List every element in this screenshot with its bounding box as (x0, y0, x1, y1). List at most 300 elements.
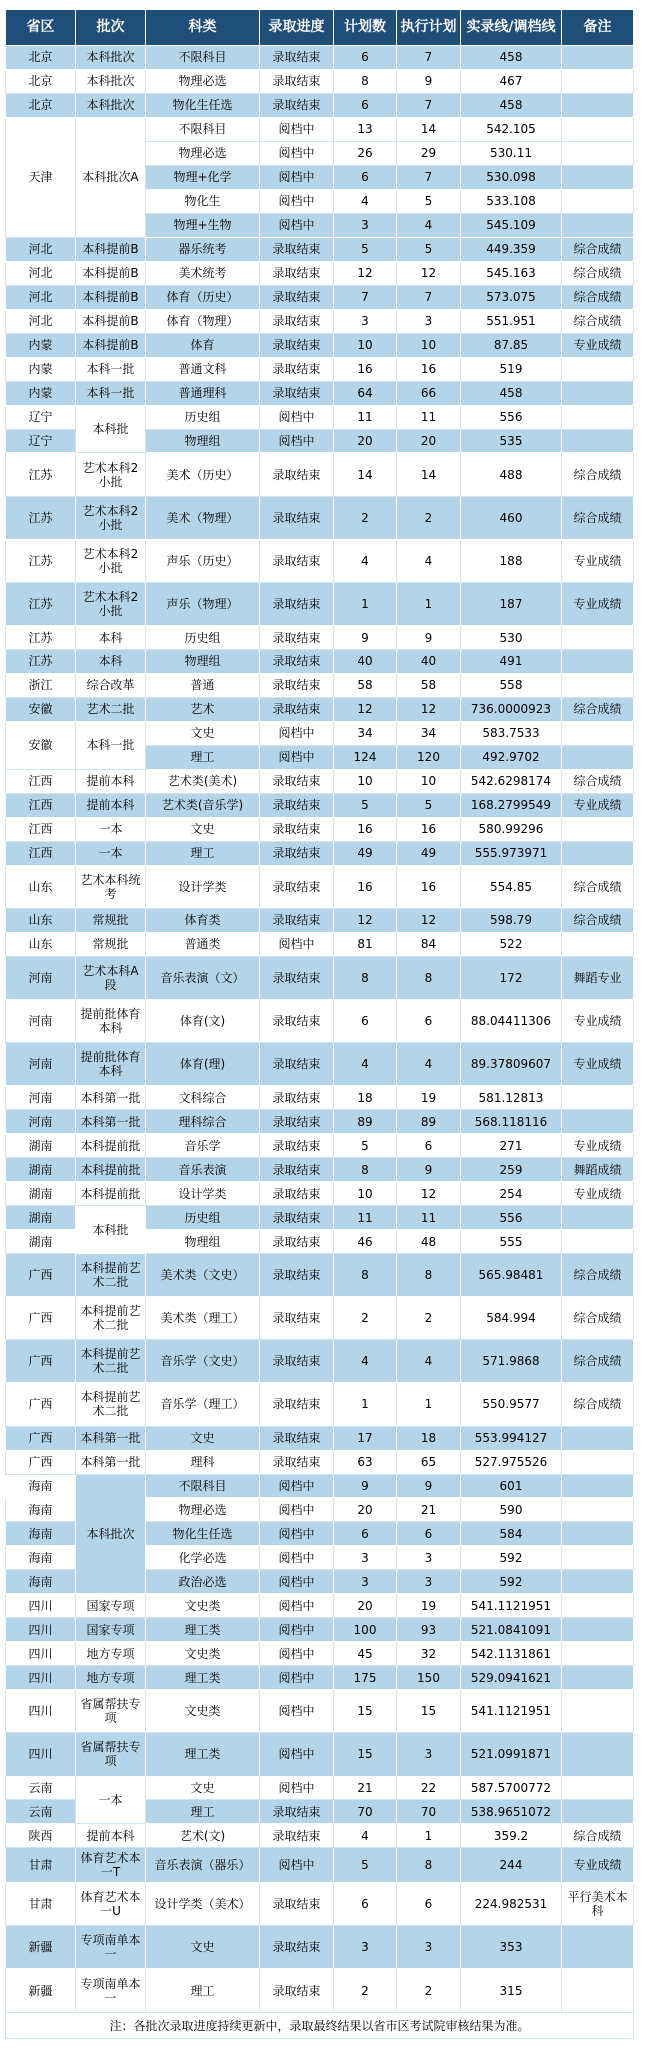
category-cell: 物化生 (146, 189, 260, 213)
plan-cell: 2 (334, 496, 397, 539)
category-cell: 美术类（文史） (146, 1254, 260, 1297)
progress-cell: 录取结束 (260, 261, 334, 285)
category-cell: 体育(理) (146, 1043, 260, 1086)
note-cell: 综合成绩 (562, 1254, 634, 1297)
batch-cell: 艺术本科2小批 (76, 582, 146, 625)
note-cell (562, 721, 634, 745)
table-row (6, 453, 634, 496)
batch-cell: 本科提前艺术二批 (76, 1340, 146, 1383)
progress-cell: 录取结束 (260, 626, 334, 650)
table-row (6, 496, 634, 539)
category-cell: 体育（历史） (146, 285, 260, 309)
progress-cell: 阅档中 (260, 1474, 334, 1498)
note-cell: 专业成绩 (562, 1182, 634, 1206)
score-line-cell: 521.0991871 (461, 1733, 562, 1776)
score-line-cell: 581.12813 (461, 1086, 562, 1110)
note-cell: 综合成绩 (562, 309, 634, 333)
category-cell: 体育 (146, 333, 260, 357)
batch-cell: 综合改革 (76, 673, 146, 697)
batch-cell: 本科一批 (76, 721, 146, 769)
category-cell: 普通理科 (146, 381, 260, 405)
plan-cell: 10 (334, 769, 397, 793)
progress-cell: 录取结束 (260, 453, 334, 496)
score-line-cell: 527.975526 (461, 1450, 562, 1474)
plan-cell: 70 (334, 1800, 397, 1824)
category-cell: 文史 (146, 1426, 260, 1450)
province-cell: 江西 (6, 793, 76, 817)
note-cell: 综合成绩 (562, 237, 634, 261)
table-row (6, 1110, 634, 1134)
progress-cell: 录取结束 (260, 817, 334, 841)
batch-cell: 专项南单本一 (76, 1926, 146, 1969)
batch-cell: 国家专项 (76, 1618, 146, 1642)
progress-cell: 阅档中 (260, 1546, 334, 1570)
score-line-cell: 587.5700772 (461, 1776, 562, 1800)
exec-plan-cell: 7 (397, 285, 461, 309)
table-row (6, 1043, 634, 1086)
table-row (6, 333, 634, 357)
progress-cell: 阅档中 (260, 1666, 334, 1690)
exec-plan-cell: 19 (397, 1086, 461, 1110)
note-cell: 综合成绩 (562, 1340, 634, 1383)
batch-cell: 本科一批 (76, 357, 146, 381)
batch-cell: 本科批 (76, 405, 146, 453)
note-cell (562, 1926, 634, 1969)
exec-plan-cell: 89 (397, 1110, 461, 1134)
category-cell: 艺术 (146, 697, 260, 721)
score-line-cell: 460 (461, 496, 562, 539)
note-cell: 综合成绩 (562, 769, 634, 793)
score-line-cell: 168.2799549 (461, 793, 562, 817)
batch-cell: 国家专项 (76, 1594, 146, 1618)
province-cell: 甘肃 (6, 1883, 76, 1926)
table-row (6, 1733, 634, 1776)
table-row (6, 1666, 634, 1690)
plan-cell: 16 (334, 357, 397, 381)
plan-cell: 11 (334, 1206, 397, 1230)
progress-cell: 录取结束 (260, 793, 334, 817)
progress-cell: 录取结束 (260, 1158, 334, 1182)
category-cell: 不限科目 (146, 117, 260, 141)
score-line-cell: 555 (461, 1230, 562, 1254)
category-cell: 音乐学（理工） (146, 1383, 260, 1426)
category-cell: 理工类 (146, 1733, 260, 1776)
table-row (6, 865, 634, 908)
note-cell (562, 745, 634, 769)
progress-cell: 录取结束 (260, 1134, 334, 1158)
score-line-cell: 87.85 (461, 333, 562, 357)
province-cell: 江苏 (6, 626, 76, 650)
progress-cell: 阅档中 (260, 1690, 334, 1733)
exec-plan-cell: 5 (397, 793, 461, 817)
plan-cell: 8 (334, 69, 397, 93)
progress-cell: 录取结束 (260, 69, 334, 93)
plan-cell: 9 (334, 626, 397, 650)
category-cell: 艺术类(音乐学) (146, 793, 260, 817)
score-line-cell: 598.79 (461, 908, 562, 932)
note-cell (562, 357, 634, 381)
batch-cell: 本科提前艺术二批 (76, 1254, 146, 1297)
batch-cell: 省属帮扶专项 (76, 1733, 146, 1776)
batch-cell: 本科第一批 (76, 1450, 146, 1474)
batch-cell: 本科提前批 (76, 1134, 146, 1158)
table-row (6, 309, 634, 333)
category-cell: 体育（物理） (146, 309, 260, 333)
header-category: 科类 (146, 10, 260, 46)
table-row (6, 1690, 634, 1733)
note-cell: 专业成绩 (562, 1043, 634, 1086)
score-line-cell: 88.04411306 (461, 999, 562, 1042)
province-cell: 四川 (6, 1666, 76, 1690)
exec-plan-cell: 16 (397, 817, 461, 841)
province-cell: 云南 (6, 1800, 76, 1824)
exec-plan-cell: 10 (397, 769, 461, 793)
note-cell: 综合成绩 (562, 865, 634, 908)
exec-plan-cell: 93 (397, 1618, 461, 1642)
plan-cell: 3 (334, 213, 397, 237)
category-cell: 物理必选 (146, 69, 260, 93)
table-row (6, 1182, 634, 1206)
score-line-cell: 571.9868 (461, 1340, 562, 1383)
progress-cell: 阅档中 (260, 189, 334, 213)
plan-cell: 8 (334, 956, 397, 999)
exec-plan-cell: 2 (397, 496, 461, 539)
category-cell: 文史 (146, 817, 260, 841)
exec-plan-cell: 49 (397, 841, 461, 865)
progress-cell: 录取结束 (260, 1450, 334, 1474)
batch-cell: 体育艺术本一T (76, 1848, 146, 1883)
category-cell: 文史 (146, 721, 260, 745)
score-line-cell: 521.0841091 (461, 1618, 562, 1642)
exec-plan-cell: 11 (397, 405, 461, 429)
exec-plan-cell: 6 (397, 1134, 461, 1158)
note-cell (562, 1642, 634, 1666)
note-cell: 综合成绩 (562, 697, 634, 721)
category-cell: 理工 (146, 1969, 260, 2013)
note-cell (562, 165, 634, 189)
progress-cell: 录取结束 (260, 309, 334, 333)
category-cell: 理工类 (146, 1666, 260, 1690)
score-line-cell: 488 (461, 453, 562, 496)
category-cell: 物理必选 (146, 141, 260, 165)
note-cell (562, 650, 634, 674)
note-cell: 综合成绩 (562, 1297, 634, 1340)
exec-plan-cell: 4 (397, 1043, 461, 1086)
batch-cell: 艺术本科A段 (76, 956, 146, 999)
plan-cell: 2 (334, 1297, 397, 1340)
plan-cell: 175 (334, 1666, 397, 1690)
note-cell (562, 841, 634, 865)
batch-cell: 地方专项 (76, 1642, 146, 1666)
plan-cell: 45 (334, 1642, 397, 1666)
note-cell: 综合成绩 (562, 908, 634, 932)
exec-plan-cell: 12 (397, 261, 461, 285)
plan-cell: 2 (334, 1969, 397, 2013)
progress-cell: 录取结束 (260, 697, 334, 721)
note-cell (562, 1733, 634, 1776)
province-cell: 河北 (6, 237, 76, 261)
progress-cell: 录取结束 (260, 1297, 334, 1340)
score-line-cell: 271 (461, 1134, 562, 1158)
plan-cell: 49 (334, 841, 397, 865)
table-row (6, 1450, 634, 1474)
exec-plan-cell: 7 (397, 165, 461, 189)
exec-plan-cell: 48 (397, 1230, 461, 1254)
header-row (6, 10, 634, 46)
footer-note: 注：各批次录取进度持续更新中，录取最终结果以省市区考试院审核结果为准。 (6, 2013, 634, 2039)
batch-cell: 艺术本科2小批 (76, 496, 146, 539)
province-cell: 河北 (6, 261, 76, 285)
table-row (6, 908, 634, 932)
header-province: 省区 (6, 10, 76, 46)
exec-plan-cell: 5 (397, 237, 461, 261)
plan-cell: 20 (334, 1498, 397, 1522)
province-cell: 广西 (6, 1450, 76, 1474)
plan-cell: 20 (334, 1594, 397, 1618)
category-cell: 设计学类 (146, 1182, 260, 1206)
exec-plan-cell: 70 (397, 1800, 461, 1824)
table-row (6, 769, 634, 793)
plan-cell: 5 (334, 1134, 397, 1158)
score-line-cell: 556 (461, 1206, 562, 1230)
table-row (6, 1086, 634, 1110)
category-cell: 器乐统考 (146, 237, 260, 261)
score-line-cell: 551.951 (461, 309, 562, 333)
exec-plan-cell: 7 (397, 46, 461, 70)
province-cell: 新疆 (6, 1969, 76, 2013)
table-row (6, 69, 634, 93)
category-cell: 不限科目 (146, 46, 260, 70)
table-row (6, 582, 634, 625)
province-cell: 安徽 (6, 721, 76, 769)
table-row (6, 261, 634, 285)
note-cell: 专业成绩 (562, 1134, 634, 1158)
province-cell: 海南 (6, 1474, 76, 1498)
exec-plan-cell: 9 (397, 1474, 461, 1498)
score-line-cell: 550.9577 (461, 1383, 562, 1426)
progress-cell: 阅档中 (260, 429, 334, 453)
score-line-cell: 530.098 (461, 165, 562, 189)
table-row (6, 405, 634, 429)
note-cell (562, 1690, 634, 1733)
batch-cell: 本科提前批 (76, 1158, 146, 1182)
exec-plan-cell: 6 (397, 999, 461, 1042)
score-line-cell: 519 (461, 357, 562, 381)
exec-plan-cell: 1 (397, 1824, 461, 1848)
table-row (6, 93, 634, 117)
table-row (6, 1297, 634, 1340)
exec-plan-cell: 12 (397, 1182, 461, 1206)
plan-cell: 100 (334, 1618, 397, 1642)
note-cell (562, 1800, 634, 1824)
batch-cell: 本科批次 (76, 93, 146, 117)
batch-cell: 本科批次 (76, 1474, 146, 1594)
category-cell: 音乐表演（文） (146, 956, 260, 999)
table-row (6, 673, 634, 697)
plan-cell: 4 (334, 1340, 397, 1383)
batch-cell: 艺术二批 (76, 697, 146, 721)
exec-plan-cell: 32 (397, 1642, 461, 1666)
province-cell: 四川 (6, 1594, 76, 1618)
category-cell: 理工类 (146, 1618, 260, 1642)
exec-plan-cell: 3 (397, 309, 461, 333)
category-cell: 文史类 (146, 1594, 260, 1618)
note-cell (562, 1618, 634, 1642)
province-cell: 江苏 (6, 650, 76, 674)
plan-cell: 6 (334, 1522, 397, 1546)
category-cell: 艺术(文) (146, 1824, 260, 1848)
category-cell: 体育(文) (146, 999, 260, 1042)
batch-cell: 体育艺术本一U (76, 1883, 146, 1926)
exec-plan-cell: 10 (397, 333, 461, 357)
plan-cell: 18 (334, 1086, 397, 1110)
province-cell: 湖南 (6, 1230, 76, 1254)
batch-cell: 本科提前B (76, 237, 146, 261)
progress-cell: 录取结束 (260, 46, 334, 70)
province-cell: 山东 (6, 865, 76, 908)
score-line-cell: 244 (461, 1848, 562, 1883)
batch-cell: 本科批次A (76, 117, 146, 237)
progress-cell: 阅档中 (260, 1776, 334, 1800)
batch-cell: 省属帮扶专项 (76, 1690, 146, 1733)
plan-cell: 6 (334, 1883, 397, 1926)
batch-cell: 本科提前B (76, 333, 146, 357)
batch-cell: 本科批次 (76, 69, 146, 93)
exec-plan-cell: 1 (397, 1383, 461, 1426)
exec-plan-cell: 9 (397, 1158, 461, 1182)
province-cell: 江苏 (6, 539, 76, 582)
plan-cell: 40 (334, 650, 397, 674)
batch-cell: 本科提前艺术二批 (76, 1383, 146, 1426)
batch-cell: 本科提前艺术二批 (76, 1297, 146, 1340)
score-line-cell: 492.9702 (461, 745, 562, 769)
table-row (6, 1594, 634, 1618)
score-line-cell: 254 (461, 1182, 562, 1206)
progress-cell: 录取结束 (260, 93, 334, 117)
plan-cell: 63 (334, 1450, 397, 1474)
plan-cell: 10 (334, 1182, 397, 1206)
province-cell: 河北 (6, 285, 76, 309)
progress-cell: 录取结束 (260, 496, 334, 539)
exec-plan-cell: 16 (397, 357, 461, 381)
category-cell: 文史 (146, 1926, 260, 1969)
category-cell: 物理组 (146, 650, 260, 674)
progress-cell: 录取结束 (260, 237, 334, 261)
plan-cell: 12 (334, 261, 397, 285)
batch-cell: 一本 (76, 841, 146, 865)
province-cell: 江西 (6, 769, 76, 793)
score-line-cell: 187 (461, 582, 562, 625)
table-row (6, 697, 634, 721)
batch-cell: 本科第一批 (76, 1110, 146, 1134)
progress-cell: 录取结束 (260, 1800, 334, 1824)
plan-cell: 46 (334, 1230, 397, 1254)
plan-cell: 4 (334, 1824, 397, 1848)
plan-cell: 17 (334, 1426, 397, 1450)
progress-cell: 录取结束 (260, 650, 334, 674)
batch-cell: 常规批 (76, 908, 146, 932)
exec-plan-cell: 7 (397, 93, 461, 117)
score-line-cell: 315 (461, 1969, 562, 2013)
plan-cell: 3 (334, 309, 397, 333)
province-cell: 新疆 (6, 1926, 76, 1969)
score-line-cell: 542.6298174 (461, 769, 562, 793)
score-line-cell: 259 (461, 1158, 562, 1182)
category-cell: 物化生任选 (146, 93, 260, 117)
progress-cell: 阅档中 (260, 1618, 334, 1642)
batch-cell: 本科一批 (76, 381, 146, 405)
header-batch: 批次 (76, 10, 146, 46)
progress-cell: 阅档中 (260, 932, 334, 956)
plan-cell: 6 (334, 999, 397, 1042)
category-cell: 普通类 (146, 932, 260, 956)
progress-cell: 阅档中 (260, 1498, 334, 1522)
plan-cell: 5 (334, 793, 397, 817)
note-cell: 平行美术本科 (562, 1883, 634, 1926)
plan-cell: 11 (334, 405, 397, 429)
batch-cell: 本科提前B (76, 261, 146, 285)
progress-cell: 录取结束 (260, 1206, 334, 1230)
progress-cell: 阅档中 (260, 405, 334, 429)
plan-cell: 8 (334, 1158, 397, 1182)
note-cell (562, 673, 634, 697)
category-cell: 艺术类(美术) (146, 769, 260, 793)
province-cell: 河南 (6, 1043, 76, 1086)
score-line-cell: 584.994 (461, 1297, 562, 1340)
category-cell: 声乐（物理） (146, 582, 260, 625)
note-cell: 综合成绩 (562, 496, 634, 539)
plan-cell: 16 (334, 817, 397, 841)
table-row (6, 1776, 634, 1800)
score-line-cell: 172 (461, 956, 562, 999)
progress-cell: 录取结束 (260, 1824, 334, 1848)
plan-cell: 124 (334, 745, 397, 769)
category-cell: 不限科目 (146, 1474, 260, 1498)
score-line-cell: 458 (461, 381, 562, 405)
province-cell: 天津 (6, 117, 76, 237)
score-line-cell: 592 (461, 1546, 562, 1570)
table-row (6, 1158, 634, 1182)
score-line-cell: 449.359 (461, 237, 562, 261)
batch-cell: 本科第一批 (76, 1426, 146, 1450)
batch-cell: 本科批次 (76, 46, 146, 70)
province-cell: 甘肃 (6, 1848, 76, 1883)
province-cell: 河南 (6, 999, 76, 1042)
batch-cell: 本科提前B (76, 285, 146, 309)
plan-cell: 21 (334, 1776, 397, 1800)
progress-cell: 录取结束 (260, 1110, 334, 1134)
score-line-cell: 554.85 (461, 865, 562, 908)
category-cell: 美术统考 (146, 261, 260, 285)
header-note: 备注 (562, 10, 634, 46)
province-cell: 内蒙 (6, 333, 76, 357)
note-cell (562, 1776, 634, 1800)
exec-plan-cell: 5 (397, 189, 461, 213)
province-cell: 辽宁 (6, 429, 76, 453)
score-line-cell: 541.1121951 (461, 1690, 562, 1733)
plan-cell: 14 (334, 453, 397, 496)
province-cell: 山东 (6, 908, 76, 932)
note-cell: 舞蹈成绩 (562, 1158, 634, 1182)
batch-cell: 提前本科 (76, 769, 146, 793)
plan-cell: 15 (334, 1733, 397, 1776)
note-cell (562, 1594, 634, 1618)
category-cell: 物化生任选 (146, 1522, 260, 1546)
score-line-cell: 538.9651072 (461, 1800, 562, 1824)
table-row (6, 817, 634, 841)
score-line-cell: 542.105 (461, 117, 562, 141)
province-cell: 海南 (6, 1570, 76, 1594)
